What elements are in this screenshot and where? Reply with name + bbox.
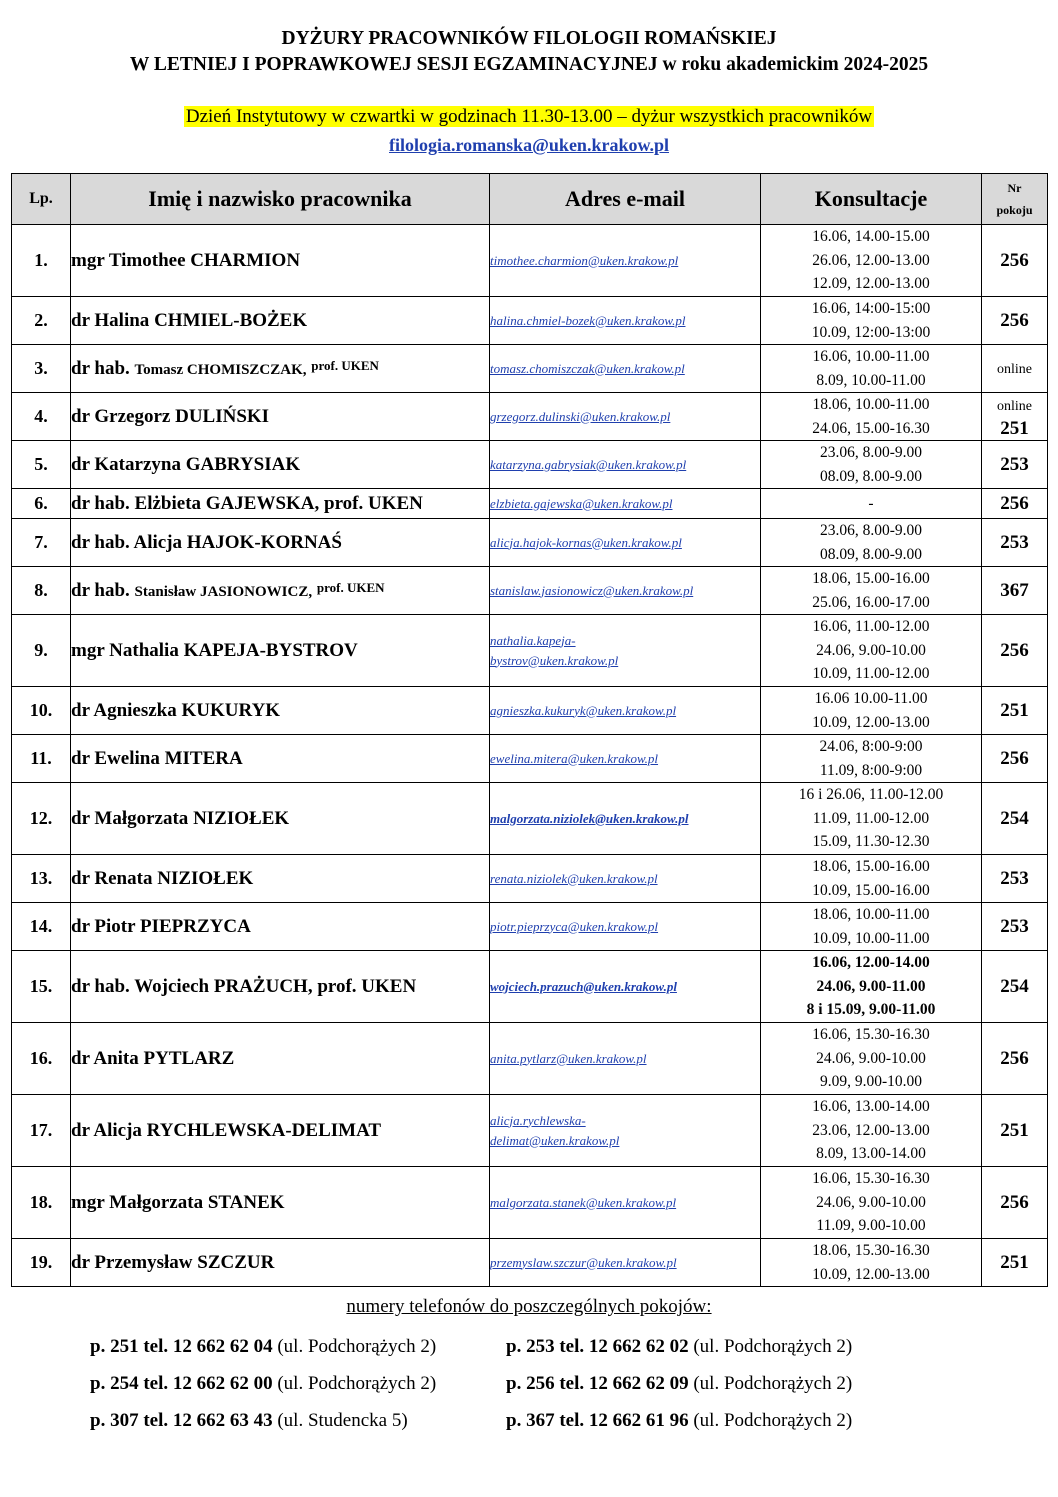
consultation-slot: 8 i 15.09, 9.00-11.00 [806, 1001, 936, 1019]
table-row [12, 489, 1048, 519]
consultation-slot: 18.06, 10.00-11.00 [812, 906, 930, 923]
room-number [982, 615, 1048, 687]
email-link[interactable]: agnieszka.kukuryk@uken.krakow.pl [490, 702, 677, 718]
email-link[interactable]: tomasz.chomiszczak@uken.krakow.pl [490, 360, 685, 376]
consultation-slot: 11.09, 11.00-12.00 [812, 809, 930, 827]
consultation-slot: 08.09, 8.00-9.00 [819, 545, 923, 563]
email-link[interactable]: alicja.hajok-kornas@uken.krakow.pl [490, 534, 682, 550]
table-row [12, 783, 1048, 855]
employee-surname: RYCHLEWSKA-DELIMAT [146, 1119, 382, 1141]
employee-name [71, 615, 490, 687]
employee-surname: PIEPRZYCA [139, 915, 251, 937]
consultation-slot: 25.06, 16.00-17.00 [812, 593, 930, 611]
row-number [12, 1023, 71, 1095]
consultation-slot: 23.06, 12.00-13.00 [812, 1121, 930, 1139]
email-link[interactable]: timothee.charmion@uken.krakow.pl [490, 252, 679, 268]
table-row [12, 1095, 1048, 1167]
room-number [982, 441, 1048, 489]
row-number [12, 951, 71, 1023]
employee-title: dr hab. [71, 579, 130, 601]
email-link[interactable]: piotr.pieprzyca@uken.krakow.pl [490, 918, 659, 934]
employee-surname: Stanisław JASIONOWICZ, [134, 583, 313, 600]
employee-name [71, 951, 490, 1023]
employee-surname: CHARMION [190, 249, 301, 271]
table-header-row [12, 174, 1048, 225]
employee-name [71, 393, 490, 441]
consultation-slot: 18.06, 15.00-16.00 [812, 570, 930, 587]
phone-address: (ul. Studencka 5) [277, 1410, 408, 1431]
consultation-slot: 16 i 26.06, 11.00-12.00 [798, 786, 944, 804]
employee-surname: MITERA [164, 747, 243, 769]
employee-email [490, 1239, 761, 1287]
email-link[interactable]: nathalia.kapeja- [490, 632, 576, 648]
consultation-slot: 16.06, 14.00-15.00 [812, 228, 930, 246]
employee-surname: GAJEWSKA, prof. UKEN [205, 492, 423, 514]
room-number-text: 251 [1000, 1119, 1029, 1141]
email-link[interactable]: malgorzata.stanek@uken.krakow.pl [490, 1194, 677, 1210]
phone-room-number: p. 253 tel. 12 662 62 02 [506, 1336, 689, 1357]
table-row [12, 1239, 1048, 1287]
row-number [12, 393, 71, 441]
consultation-slot: 8.09, 13.00-14.00 [816, 1145, 926, 1163]
col-header-email: Adres e-mail [490, 174, 761, 225]
row-number [12, 345, 71, 393]
email-link[interactable]: elzbieta.gajewska@uken.krakow.pl [490, 495, 673, 511]
email-link[interactable]: delimat@uken.krakow.pl [490, 1132, 620, 1148]
room-number-text: 256 [1000, 249, 1029, 271]
employee-surname: KAPEJA-BYSTROV [183, 639, 358, 661]
employee-name [71, 1167, 490, 1239]
room-number [982, 951, 1048, 1023]
employee-email [490, 489, 761, 519]
email-link[interactable]: halina.chmiel-bozek@uken.krakow.pl [490, 312, 686, 328]
consultation-times [761, 951, 982, 1023]
consultation-times [761, 567, 982, 615]
room-number-text: 253 [1000, 531, 1029, 553]
employee-email [490, 225, 761, 297]
room-number-text: 253 [1000, 453, 1029, 475]
room-number-text: 254 [1000, 807, 1029, 829]
consultation-slot: 15.09, 11.30-12.30 [812, 833, 930, 851]
employee-surname: PYTLARZ [143, 1047, 235, 1069]
row-number-text: 12. [29, 808, 53, 828]
room-number [982, 297, 1048, 345]
consultation-slot: 12.09, 12.00-13.00 [812, 275, 930, 293]
room-number-text: 256 [1000, 309, 1029, 331]
employee-email [490, 615, 761, 687]
row-number-text: 3. [34, 358, 48, 378]
row-number [12, 615, 71, 687]
phones-title: numery telefonów do poszczególnych pokojów: [346, 1296, 712, 1317]
document-title-line1: DYŻURY PRACOWNIKÓW FILOLOGII ROMAŃSKIEJ [281, 28, 777, 49]
room-number [982, 1023, 1048, 1095]
email-link[interactable]: alicja.rychlewska- [490, 1112, 586, 1128]
room-number-text: 253 [1000, 915, 1029, 937]
room-number [982, 393, 1048, 441]
email-link[interactable]: stanislaw.jasionowicz@uken.krakow.pl [490, 582, 694, 598]
room-number-text: 253 [1000, 867, 1029, 889]
consultation-slot: 24.06, 9.00-10.00 [816, 1193, 926, 1211]
row-number [12, 297, 71, 345]
row-number [12, 489, 71, 519]
staff-table [11, 173, 1048, 1287]
employee-name [71, 783, 490, 855]
row-number [12, 567, 71, 615]
consultation-times [761, 1167, 982, 1239]
employee-title: dr Małgorzata [71, 807, 189, 829]
table-row [12, 567, 1048, 615]
employee-name [71, 567, 490, 615]
row-number-text: 10. [29, 700, 53, 720]
table-row [12, 903, 1048, 951]
employee-title: mgr Nathalia [71, 639, 179, 661]
contact-email-link[interactable]: filologia.romanska@uken.krakow.pl [389, 135, 669, 155]
row-number [12, 1095, 71, 1167]
phone-address: (ul. Podchorążych 2) [693, 1336, 853, 1357]
employee-email [490, 903, 761, 951]
email-link[interactable]: malgorzata.niziolek@uken.krakow.pl [490, 810, 689, 826]
document-title-line2: W LETNIEJ I POPRAWKOWEJ SESJI EGZAMINACYJNEJ w roku akademickim 2024-2025 [129, 54, 929, 75]
consultation-slot: 16.06, 12.00-14.00 [812, 954, 930, 972]
room-number [982, 903, 1048, 951]
email-link[interactable]: grzegorz.dulinski@uken.krakow.pl [490, 408, 671, 424]
employee-surname: Tomasz CHOMISZCZAK, [134, 361, 307, 378]
employee-surname: GABRYSIAK [185, 453, 301, 475]
employee-surname: KUKURYK [181, 699, 281, 721]
employee-title: dr hab. [71, 357, 130, 379]
phone-entry [506, 1373, 852, 1395]
col-header-room [982, 174, 1048, 225]
employee-title: dr Przemysław [71, 1251, 193, 1273]
phone-room-number: p. 251 tel. 12 662 62 04 [90, 1336, 273, 1357]
room-number [982, 1095, 1048, 1167]
phone-room-number: p. 307 tel. 12 662 63 43 [90, 1410, 273, 1431]
room-number-text: 367 [1000, 579, 1029, 601]
row-number [12, 855, 71, 903]
employee-title: dr hab. Alicja [71, 531, 183, 553]
consultation-slot: 10.09, 15.00-16.00 [812, 881, 930, 899]
employee-prof-suffix: prof. UKEN [311, 357, 379, 373]
row-number-text: 15. [29, 976, 53, 996]
phone-entry [90, 1410, 408, 1432]
employee-name [71, 735, 490, 783]
room-number [982, 345, 1048, 393]
employee-email [490, 393, 761, 441]
row-number [12, 903, 71, 951]
row-number-text: 11. [30, 748, 52, 768]
consultation-times [761, 297, 982, 345]
row-number [12, 519, 71, 567]
consultation-slot: 16.06, 14:00-15:00 [811, 300, 931, 317]
consultation-slot: 11.09, 9.00-10.00 [816, 1217, 926, 1235]
consultation-slot: 10.09, 10.00-11.00 [812, 929, 930, 947]
employee-email [490, 687, 761, 735]
consultation-slot: 10.09, 11.00-12.00 [812, 665, 930, 683]
phone-entry [506, 1410, 852, 1432]
employee-email [490, 567, 761, 615]
email-link[interactable]: ewelina.mitera@uken.krakow.pl [490, 750, 659, 766]
table-row [12, 441, 1048, 489]
phone-room-number: p. 254 tel. 12 662 62 00 [90, 1373, 273, 1394]
room-number [982, 225, 1048, 297]
email-link[interactable]: renata.niziolek@uken.krakow.pl [490, 870, 658, 886]
room-number [982, 1239, 1048, 1287]
employee-name [71, 687, 490, 735]
col-header-room-line1: Nr [1007, 181, 1022, 195]
employee-title: dr Katarzyna [71, 453, 181, 475]
employee-surname: STANEK [207, 1191, 285, 1213]
consultation-slot: 8.09, 10.00-11.00 [816, 371, 926, 389]
phone-entry [90, 1373, 436, 1395]
employee-email [490, 345, 761, 393]
phone-entry [506, 1336, 852, 1358]
email-link[interactable]: bystrov@uken.krakow.pl [490, 652, 619, 668]
table-row [12, 951, 1048, 1023]
employee-title: dr Anita [71, 1047, 139, 1069]
consultation-times [761, 855, 982, 903]
room-number-text: 256 [1000, 639, 1029, 661]
contact-email-line [0, 132, 1058, 158]
row-number [12, 1239, 71, 1287]
employee-email [490, 297, 761, 345]
consultation-times [761, 1023, 982, 1095]
room-number-text: 251 [1000, 1251, 1029, 1273]
employee-title: mgr Timothee [71, 249, 186, 271]
consultation-slot: 08.09, 8.00-9.00 [819, 467, 923, 485]
employee-name [71, 489, 490, 519]
room-number [982, 1167, 1048, 1239]
employee-surname: SZCZUR [197, 1251, 275, 1273]
employee-prof-suffix: prof. UKEN [316, 579, 385, 595]
employee-title: dr Renata [71, 867, 153, 889]
employee-email [490, 1167, 761, 1239]
consultation-slot: 24.06, 15.00-16.30 [812, 419, 930, 437]
col-header-consultations: Konsultacje [761, 174, 982, 225]
consultation-slot: 16.06, 15.30-16.30 [812, 1026, 930, 1044]
row-number-text: 8. [34, 580, 48, 600]
employee-title: mgr Małgorzata [71, 1191, 204, 1213]
consultation-slot: 10.09, 12.00-13.00 [812, 713, 930, 731]
consultation-slot: 23.06, 8.00-9.00 [819, 444, 923, 461]
row-number [12, 783, 71, 855]
row-number-text: 9. [34, 640, 48, 660]
row-number-text: 2. [34, 310, 48, 330]
col-header-lp: Lp. [12, 174, 71, 225]
employee-title: dr Grzegorz [71, 405, 171, 427]
table-row [12, 393, 1048, 441]
phone-room-number: p. 367 tel. 12 662 61 96 [506, 1410, 689, 1431]
room-number-text: 254 [1000, 975, 1029, 997]
employee-name [71, 441, 490, 489]
consultation-times [761, 345, 982, 393]
employee-surname: CHMIEL-BOŻEK [154, 309, 308, 331]
employee-surname: PRAŻUCH, prof. UKEN [213, 975, 417, 997]
consultation-times [761, 735, 982, 783]
employee-title: dr Ewelina [71, 747, 160, 769]
row-number-text: 13. [29, 868, 53, 888]
table-row [12, 345, 1048, 393]
row-number [12, 441, 71, 489]
employee-title: dr Piotr [71, 915, 136, 937]
room-number [982, 687, 1048, 735]
room-number-text: 256 [1000, 1191, 1029, 1213]
employee-surname: NIZIOŁEK [157, 867, 254, 889]
consultation-times [761, 687, 982, 735]
table-row [12, 1023, 1048, 1095]
employee-email [490, 1023, 761, 1095]
consultation-slot: 16.06, 11.00-12.00 [812, 618, 930, 636]
phone-address: (ul. Podchorążych 2) [277, 1373, 437, 1394]
institute-day-note [0, 104, 1058, 130]
col-header-name: Imię i nazwisko pracownika [71, 174, 490, 225]
consultation-times [761, 225, 982, 297]
employee-name [71, 297, 490, 345]
col-header-room-line2: pokoju [996, 203, 1033, 217]
phone-address: (ul. Podchorążych 2) [693, 1373, 853, 1394]
employee-email [490, 735, 761, 783]
row-number-text: 5. [34, 454, 48, 474]
consultation-times [761, 519, 982, 567]
employee-surname: HAJOK-KORNAŚ [186, 531, 342, 553]
row-number [12, 687, 71, 735]
phone-address: (ul. Podchorążych 2) [277, 1336, 437, 1357]
room-number [982, 567, 1048, 615]
table-row [12, 519, 1048, 567]
room-number-text: 251 [1000, 699, 1029, 721]
consultation-slot: 24.06, 9.00-11.00 [816, 977, 926, 995]
employee-title: dr hab. Elżbieta [71, 492, 202, 514]
consultation-slot: 16.06, 13.00-14.00 [812, 1098, 930, 1116]
row-number-text: 18. [29, 1192, 53, 1212]
employee-title: dr Agnieszka [71, 699, 177, 721]
row-number [12, 225, 71, 297]
phone-entry [90, 1336, 436, 1358]
consultation-slot: 26.06, 12.00-13.00 [812, 251, 930, 269]
employee-email [490, 1095, 761, 1167]
room-online-note: online [997, 398, 1032, 414]
employee-title: dr Alicja [71, 1119, 142, 1141]
employee-name [71, 903, 490, 951]
consultation-slot: 16.06, 15.30-16.30 [812, 1170, 930, 1188]
consultation-slot: 11.09, 8:00-9:00 [819, 761, 923, 779]
employee-title: dr Halina [71, 309, 150, 331]
consultation-times [761, 489, 982, 519]
consultation-slot: 24.06, 9.00-10.00 [816, 641, 926, 659]
consultation-times [761, 441, 982, 489]
row-number-text: 14. [29, 916, 53, 936]
employee-surname: NIZIOŁEK [193, 807, 290, 829]
room-number-text: online [997, 361, 1032, 377]
email-link[interactable]: wojciech.prazuch@uken.krakow.pl [490, 978, 677, 994]
employee-name [71, 225, 490, 297]
consultation-slot: 16.06 10.00-11.00 [814, 690, 928, 707]
employee-name [71, 519, 490, 567]
consultation-times [761, 783, 982, 855]
employee-surname: DULIŃSKI [175, 405, 270, 427]
consultation-slot: 10.09, 12.00-13.00 [812, 1265, 930, 1283]
employee-email [490, 951, 761, 1023]
table-row [12, 225, 1048, 297]
row-number-text: 7. [34, 532, 48, 552]
employee-email [490, 855, 761, 903]
row-number-text: 4. [34, 406, 48, 426]
consultation-slot: 24.06, 9.00-10.00 [816, 1049, 926, 1067]
room-number [982, 783, 1048, 855]
email-link[interactable]: przemyslaw.szczur@uken.krakow.pl [490, 1254, 677, 1270]
consultation-slot: 18.06, 15.30-16.30 [812, 1242, 930, 1259]
employee-email [490, 441, 761, 489]
room-number-text: 256 [1000, 1047, 1029, 1069]
row-number-text: 1. [34, 250, 48, 270]
room-number-text: 251 [1000, 417, 1029, 439]
employee-name [71, 855, 490, 903]
consultation-slot: 18.06, 10.00-11.00 [812, 396, 930, 413]
consultation-slot: 24.06, 8:00-9:00 [819, 738, 923, 755]
room-number-text: 256 [1000, 492, 1029, 514]
room-number [982, 519, 1048, 567]
employee-name [71, 345, 490, 393]
employee-name [71, 1239, 490, 1287]
room-number [982, 855, 1048, 903]
employee-name [71, 1023, 490, 1095]
table-row [12, 855, 1048, 903]
phone-room-number: p. 256 tel. 12 662 62 09 [506, 1373, 689, 1394]
table-row [12, 1167, 1048, 1239]
employee-title: dr hab. Wojciech [71, 975, 210, 997]
consultation-slot: 23.06, 8.00-9.00 [819, 522, 923, 539]
row-number [12, 1167, 71, 1239]
consultation-times [761, 903, 982, 951]
table-row [12, 735, 1048, 783]
row-number-text: 19. [29, 1252, 53, 1272]
employee-name [71, 1095, 490, 1167]
table-row [12, 687, 1048, 735]
institute-day-text: Dzień Instytutowy w czwartki w godzinach 11.30-13.00 – dyżur wszystkich pracowników [185, 106, 873, 127]
row-number-text: 6. [34, 493, 48, 513]
staff-table-body [12, 225, 1048, 1287]
consultation-slot: - [868, 494, 874, 512]
consultation-times [761, 1239, 982, 1287]
room-number [982, 735, 1048, 783]
email-link[interactable]: katarzyna.gabrysiak@uken.krakow.pl [490, 456, 687, 472]
table-row [12, 615, 1048, 687]
consultation-slot: 10.09, 12:00-13:00 [811, 323, 931, 341]
row-number-text: 16. [29, 1048, 53, 1068]
table-row [12, 297, 1048, 345]
employee-email [490, 519, 761, 567]
row-number [12, 735, 71, 783]
consultation-times [761, 615, 982, 687]
room-number-text: 256 [1000, 747, 1029, 769]
consultation-slot: 9.09, 9.00-10.00 [819, 1073, 923, 1091]
consultation-slot: 16.06, 10.00-11.00 [812, 348, 930, 365]
row-number-text: 17. [29, 1120, 53, 1140]
email-link[interactable]: anita.pytlarz@uken.krakow.pl [490, 1050, 647, 1066]
consultation-times [761, 1095, 982, 1167]
employee-email [490, 783, 761, 855]
room-number [982, 489, 1048, 519]
consultation-times [761, 393, 982, 441]
consultation-slot: 18.06, 15.00-16.00 [812, 858, 930, 875]
phone-address: (ul. Podchorążych 2) [693, 1410, 853, 1431]
